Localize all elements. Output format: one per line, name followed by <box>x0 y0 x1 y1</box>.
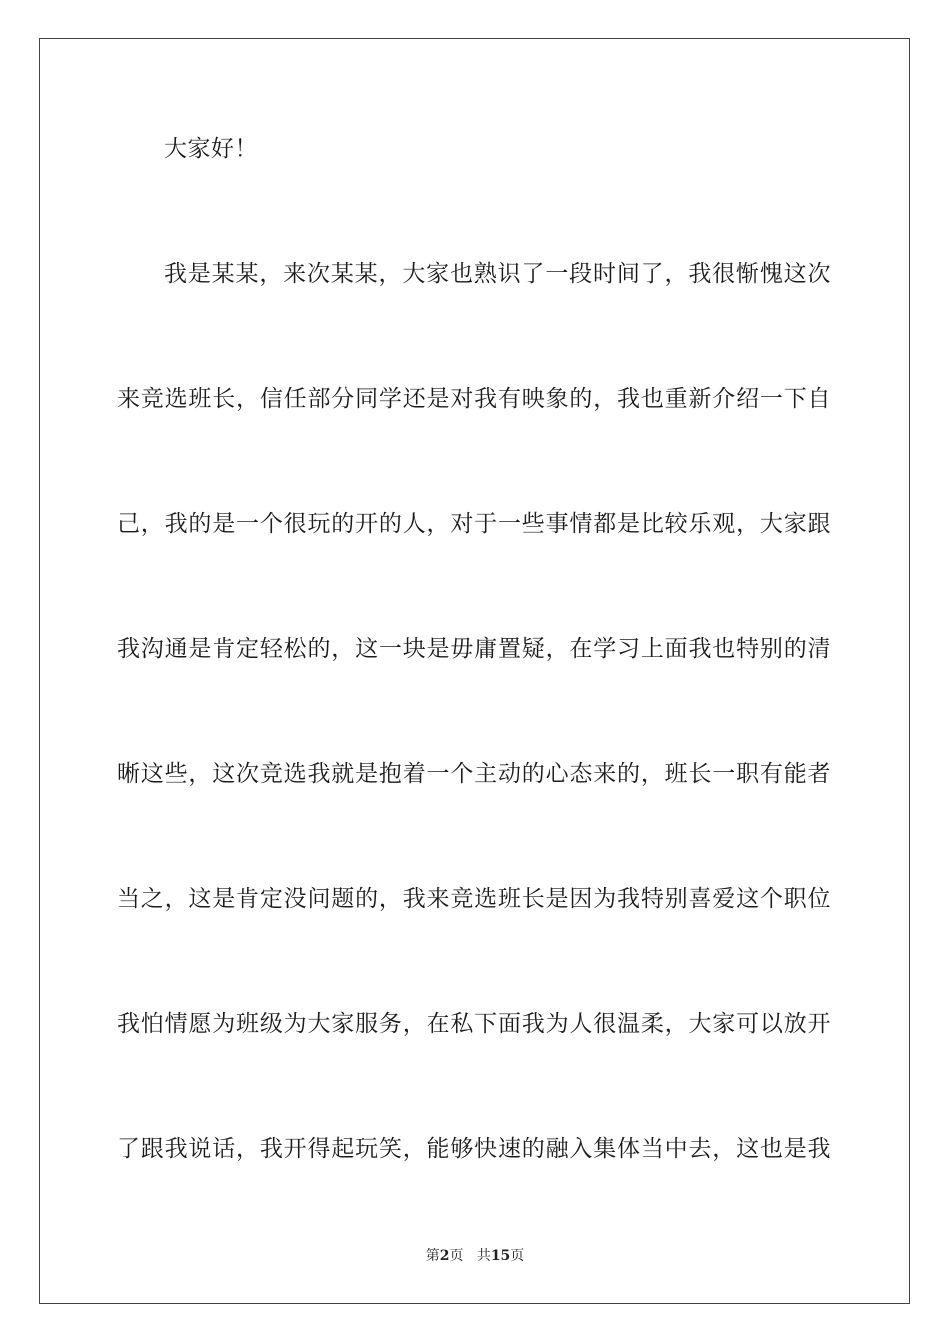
body-line-8: 了跟我说话，我开得起玩笑，能够快速的融入集体当中去，这也是我 <box>117 1136 831 1162</box>
body-line-5: 晰这些，这次竞选我就是抱着一个主动的心态来的，班长一职有能者 <box>117 761 831 787</box>
page-footer <box>0 1246 950 1266</box>
page-frame <box>39 38 910 1304</box>
body-line-2: 来竞选班长，信任部分同学还是对我有映象的，我也重新介绍一下自 <box>117 386 831 412</box>
body-line-1: 我是某某，来次某某，大家也熟识了一段时间了，我很惭愧这次 <box>164 261 831 287</box>
page-number: 2 <box>439 1248 450 1264</box>
body-line-7: 我怕情愿为班级为大家服务，在私下面我为人很温柔，大家可以放开 <box>117 1011 831 1037</box>
body-line-3: 己，我的是一个很玩的开的人，对于一些事情都是比较乐观，大家跟 <box>117 511 831 537</box>
total-suffix: 页 <box>510 1248 525 1264</box>
total-prefix: 共 <box>476 1248 491 1264</box>
greeting: 大家好！ <box>164 136 258 162</box>
page-suffix: 页 <box>449 1248 464 1264</box>
body-line-4: 我沟通是肯定轻松的，这一块是毋庸置疑，在学习上面我也特别的清 <box>117 636 831 662</box>
total-pages: 15 <box>490 1248 511 1264</box>
page-prefix: 第 <box>425 1248 440 1264</box>
body-line-6: 当之，这是肯定没问题的，我来竞选班长是因为我特别喜爱这个职位 <box>117 886 831 912</box>
